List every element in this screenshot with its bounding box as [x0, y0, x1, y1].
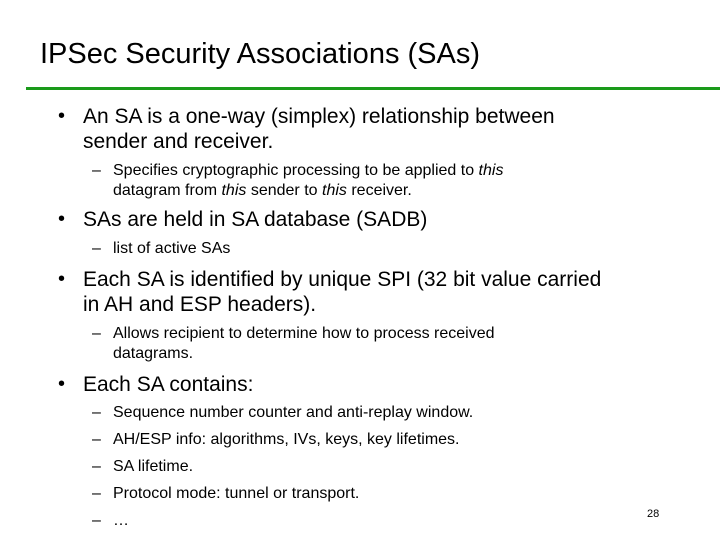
segment-italic: this	[322, 182, 347, 199]
bullet-1-line-1: An SA is a one-way (simplex) relationship between	[83, 105, 555, 128]
sub-bullet-text: Sequence number counter and anti-replay window.	[113, 404, 474, 421]
segment: receiver.	[346, 182, 412, 199]
bullet-3-line-2: in AH and ESP headers).	[83, 293, 317, 316]
sub-bullet-text: Protocol mode: tunnel or transport.	[113, 485, 360, 502]
bullet-marker: •	[58, 373, 66, 395]
page-number: 28	[647, 508, 660, 520]
bullet-marker: •	[58, 268, 66, 290]
segment: Specifies cryptographic processing to be applied to	[113, 162, 479, 179]
sub-bullet-text: …	[113, 512, 129, 529]
sub-bullet-text	[113, 239, 230, 259]
bullet-marker: •	[58, 105, 66, 127]
segment: datagrams.	[113, 345, 194, 362]
dash-marker: –	[92, 404, 101, 421]
bullet-1-line-2: sender and receiver.	[83, 130, 274, 153]
segment-italic: this	[221, 182, 247, 199]
sub-bullet-text	[113, 161, 503, 201]
dash-marker: –	[92, 162, 101, 179]
segment: sender to	[246, 182, 322, 199]
bullet-2-text	[83, 207, 427, 232]
segment: list of active SAs	[113, 240, 231, 257]
bullet-marker: •	[58, 208, 66, 230]
segment: Allows recipient to determine how to process received	[113, 325, 495, 342]
bullet-1-text	[83, 104, 555, 154]
bullet-2-line-1: SAs are held in SA database (SADB)	[83, 208, 428, 231]
bullet-3-line-1: Each SA is identified by unique SPI (32 bit value carried	[83, 268, 602, 291]
title-underline	[26, 87, 720, 90]
sub-bullet-text: AH/ESP info: algorithms, IVs, keys, key lifetimes.	[113, 431, 460, 448]
sub-bullet-text	[113, 324, 495, 364]
dash-marker: –	[92, 240, 101, 257]
dash-marker: –	[92, 512, 101, 529]
dash-marker: –	[92, 458, 101, 475]
bullet-4-line-1: Each SA contains:	[83, 373, 254, 396]
dash-marker: –	[92, 431, 101, 448]
bullet-4-text	[83, 372, 253, 397]
slide-title: IPSec Security Associations (SAs)	[40, 38, 480, 70]
dash-marker: –	[92, 485, 101, 502]
segment-italic: this	[478, 162, 504, 179]
sub-bullet-text: SA lifetime.	[113, 458, 194, 475]
segment: datagram from	[113, 182, 222, 199]
bullet-3-text	[83, 267, 601, 317]
dash-marker: –	[92, 325, 101, 342]
